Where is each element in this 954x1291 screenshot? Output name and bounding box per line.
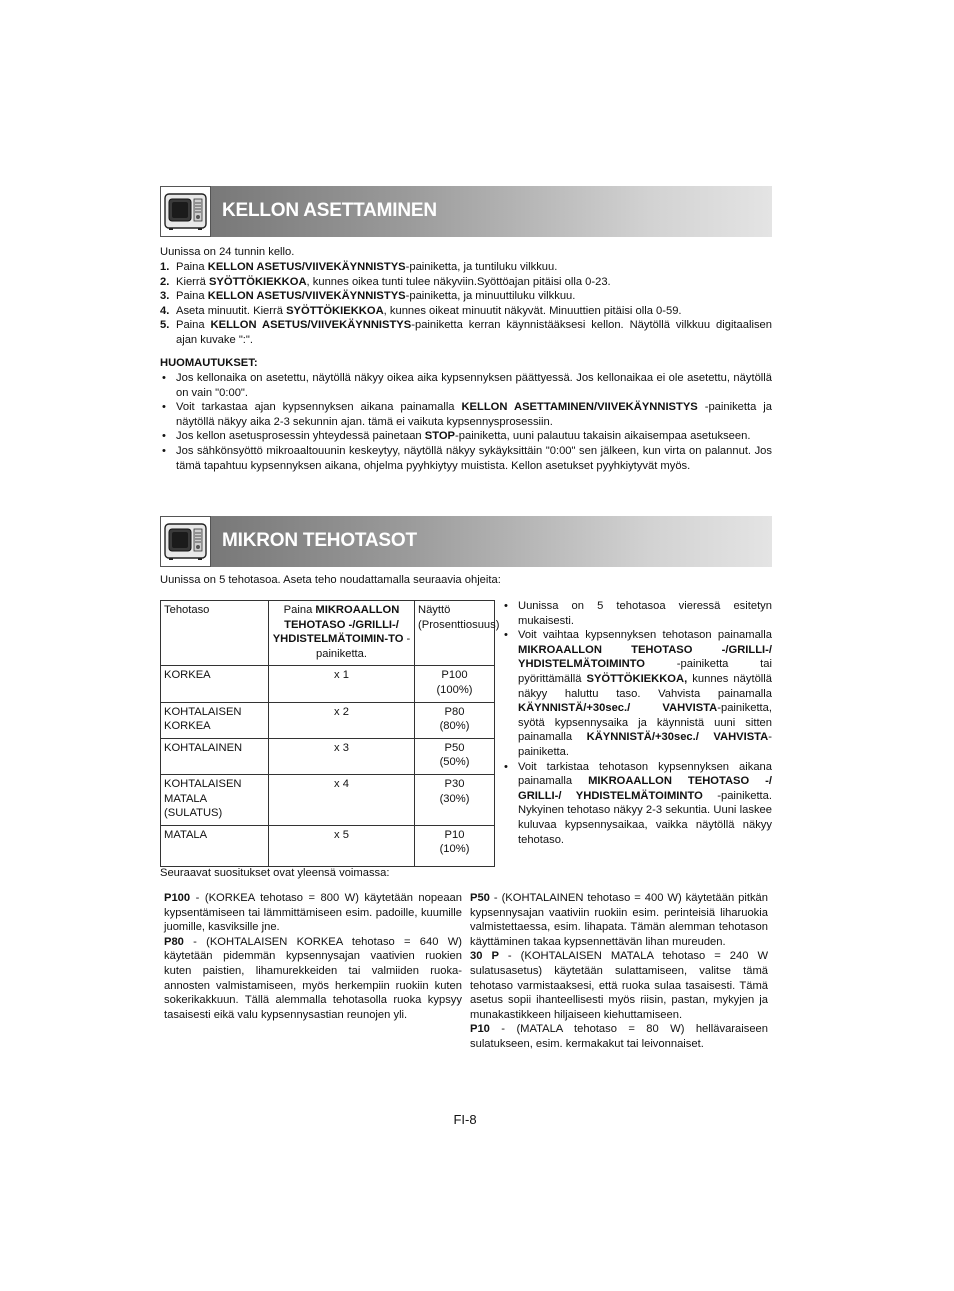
table-row bbox=[161, 666, 495, 702]
list-item: 2. Kierrä SYÖTTÖKIEKKOA, kunnes oikea tunti tulee näkyviin.Syöttöajan pitäisi olla 0-23. bbox=[160, 275, 611, 288]
list-item: • Jos kellon asetusprosessin yhteydessä painetaan STOP-painiketta, uuni palautuu takaisin aikaisempaa asetukseen. bbox=[162, 430, 751, 443]
list-item: • Voit tarkastaa ajan kypsennyksen aikana painamalla KELLON ASETTAMINEN/VIIVEKÄYNNISTYS -painiketta ja näytöllä näkyy aika 2-3 sekunnin ajan. tämä ei vaikuta kypsennysprosessiin. bbox=[162, 401, 772, 428]
section-header-clock bbox=[160, 186, 772, 237]
table-cell: KOHTALAISEN KORKEA bbox=[161, 702, 269, 738]
table-header-cell: Paina MIKROAALLON TEHOTASO -/GRILLI-/ YHDISTELMÄTOIMIN-TO -painiketta. bbox=[269, 601, 415, 666]
section-title: MIKRON TEHOTASOT bbox=[222, 530, 417, 551]
recommend-left-column bbox=[164, 891, 462, 1022]
table-row bbox=[161, 825, 495, 866]
table-cell: KOHTALAISEN MATALA (SULATUS) bbox=[161, 774, 269, 825]
table-cell: P80 (80%) bbox=[415, 702, 495, 738]
table-cell: MATALA bbox=[161, 825, 269, 866]
list-item: 1. Paina KELLON ASETUS/VIIVEKÄYNNISTYS-painiketta, ja tuntiluku vilkkuu. bbox=[160, 261, 558, 273]
list-item: • Uunissa on 5 tehotasoa vieressä esitetyn mukaisesti. bbox=[504, 600, 772, 627]
recommend-right-column bbox=[470, 891, 768, 1052]
paragraph: P100 - (KORKEA tehotaso = 800 W) käytetään nopeaan kypsentämiseen tai lämmittämiseen esim. padoille, kuumille juomille, kasviksille jne. bbox=[164, 892, 462, 934]
table-cell: KORKEA bbox=[161, 666, 269, 702]
list-item: • Jos kellonaika on asetettu, näytöllä näkyy oikea aika kypsennyksen päättyessä. Jos kellonaikaa ei ole asetettu, näytöllä on vain "0:00". bbox=[162, 372, 772, 399]
paragraph: 30 P - (KOHTALAISEN MATALA tehotaso = 240 W sulatusasetus) käytetään sulattamiseen, valitse tämä tehotaso varmistaaksesi, että ruoka sulaa tasaisesti. Tämä asetus sopii ihanteellisesti myös riisin, pastan, mykyjen ja munakastikkeen hiljaiseen kiehuttamiseen. bbox=[470, 950, 768, 1021]
table-cell: x 3 bbox=[269, 738, 415, 774]
power-intro: Uunissa on 5 tehotasoa. Aseta teho noudattamalla seuraavia ohjeita: bbox=[160, 574, 501, 586]
list-item: 3. Paina KELLON ASETUS/VIIVEKÄYNNISTYS-painiketta, ja minuuttiluku vilkkuu. bbox=[160, 290, 576, 303]
table-cell: P50 (50%) bbox=[415, 738, 495, 774]
table-header-row bbox=[161, 601, 495, 666]
page-number: FI-8 bbox=[453, 1112, 477, 1127]
paragraph: P50 - (KOHTALAINEN tehotaso = 400 W) käytetään pitkän kypsennysajan vaativiin ruokiin esim. perinteisiä liharuokia valmistettaessa, esim. lihapata. Tämän alemman tehotason käyttäminen takaa kypsennettävän lihan mureuden. bbox=[470, 892, 768, 948]
microwave-icon bbox=[160, 186, 211, 237]
list-item: • Voit vaihtaa kypsennyksen tehotason painamalla MIKROAALLON TEHOTASO -/GRILLI-/ YHDISTELMÄTOIMINTO -painiketta tai pyörittämällä SYÖTTÖKIEKKOA, kunnes näytöllä näkyy haluttu taso. Vahvista painamalla KÄYNNISTÄ/+30sec./ VAHVISTA-painiketta, syötä kypsennysaika ja käynnistä uuni sitten painamalla KÄYNNISTÄ/+30sec./ VAHVISTA-painiketta. bbox=[504, 629, 772, 758]
list-item: • Voit tarkistaa tehotason kypsennyksen aikana painamalla MIKROAALLON TEHOTASO -/ GRILLI-/ YHDISTELMÄTOIMINTO -painiketta. Nykyinen tehotaso näkyy 2-3 sekuntia. Uuni laskee kuluvaa kypsennysaikaa, vaikka näytöllä näkyy tehotaso. bbox=[504, 760, 772, 846]
recommend-intro: Seuraavat suositukset ovat yleensä voimassa: bbox=[160, 867, 390, 879]
table-cell: x 4 bbox=[269, 774, 415, 825]
table-cell: x 1 bbox=[269, 666, 415, 702]
section-title: KELLON ASETTAMINEN bbox=[222, 200, 437, 221]
power-bullets bbox=[502, 599, 772, 847]
paragraph: P10 - (MATALA tehotaso = 80 W) hellävaraiseen sulatukseen, esim. kermakakut tai leivonnaiset. bbox=[470, 1023, 768, 1050]
list-item: • Jos sähkönsyöttö mikroaaltouunin keskeytyy, näytöllä näkyy sykäyksittäin "0:00" sen jälkeen, kun virta on palannut. Jos tämä tapahtuu kypsennyksen aikana, ohjelma pyyhkiytyy muistista. Kellon asetukset pyyhkiytyvät myös. bbox=[162, 444, 772, 472]
clock-steps bbox=[160, 260, 772, 348]
table-cell: KOHTALAINEN bbox=[161, 738, 269, 774]
table-cell: P100 (100%) bbox=[415, 666, 495, 702]
section-header-power bbox=[160, 516, 772, 567]
list-item: 5. Paina KELLON ASETUS/VIIVEKÄYNNISTYS-painiketta kerran käynnistääksesi kellon. Näytöllä vilkkuu digitaalisen ajan kuvake ":". bbox=[160, 319, 772, 346]
table-row bbox=[161, 702, 495, 738]
table-header-cell: Näyttö (Prosenttiosuus) bbox=[415, 601, 495, 666]
table-header-cell: Tehotaso bbox=[161, 601, 269, 666]
clock-intro: Uunissa on 24 tunnin kello. bbox=[160, 246, 295, 258]
table-cell: x 5 bbox=[269, 825, 415, 866]
microwave-icon bbox=[160, 516, 211, 567]
table-cell: x 2 bbox=[269, 702, 415, 738]
table-row bbox=[161, 774, 495, 825]
notes-heading: HUOMAUTUKSET: bbox=[160, 357, 258, 369]
power-level-table bbox=[160, 600, 500, 867]
paragraph: P80 - (KOHTALAISEN KORKEA tehotaso = 640 W) käytetään pidemmän kypsennysajan vaativien ruokien kuten paistien, lihamurekkeiden tai valmiiden ruoka-annosten valmistamiseen, myös herkempiin ruokiin kuten sokerikakkuun. Tällä alemmalla tehotasolla ruoka kypsyy tasaisesti eikä valu kypsennysastian reunojen yli. bbox=[164, 935, 462, 1021]
table-cell: P10 (10%) bbox=[415, 825, 495, 866]
table-row bbox=[161, 738, 495, 774]
notes-list bbox=[160, 371, 772, 473]
table-cell: P30 (30%) bbox=[415, 774, 495, 825]
list-item: 4. Aseta minuutit. Kierrä SYÖTTÖKIEKKOA, kunnes oikeat minuutit näkyvät. Minuuttien pitäisi olla 0-59. bbox=[160, 304, 682, 317]
